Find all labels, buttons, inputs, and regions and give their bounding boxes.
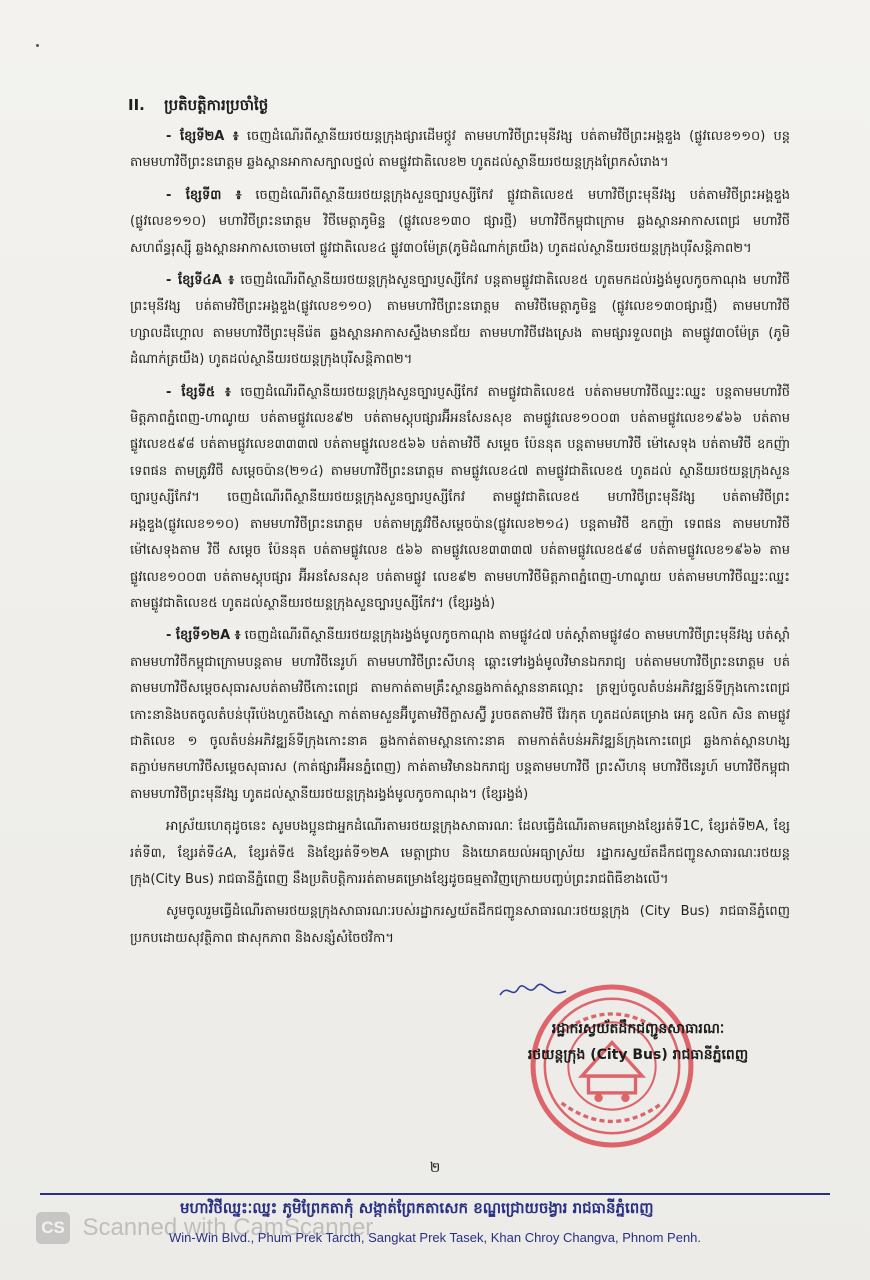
notice-paragraph <box>130 814 790 893</box>
organization-name: រដ្ឋាករស្វយ័តដឹកជញ្ជូនសាធារណៈ <box>551 1021 725 1037</box>
route-paragraph-4a <box>130 268 790 374</box>
route-label: - ខ្សែទី៤A ៖ <box>166 273 235 289</box>
route-description: ចេញដំណើរពីស្ថានីយរថយន្តក្រុងផ្សារដើមថ្កូវ តាមមហាវិថីព្រះមុនីវង្ស បត់តាមវិថីព្រះអង្គឌួង (ផ្លូវលេខ១១០) បន្តតាមមហាវិថីព្រះនរោត្តម ឆ្លងស្ពានអាកាសក្បាលថ្នល់ តាមផ្លូវជាតិលេខ២ ហូតដល់ស្ថានីយរថយន្តក្រុងព្រែកសំរោង។ <box>130 129 791 171</box>
footer-address-khmer: មហាវិថីឈ្នះៈឈ្នះ ភូមិព្រែកតាកុំ សង្កាត់ព្រែកតាសេក ខណ្ឌជ្រោយចង្វារ រាជធានីភ្នំពេញ <box>180 1199 654 1217</box>
page-number: ២ <box>429 1160 441 1176</box>
route-paragraph-12a <box>130 623 790 808</box>
route-label: - ខ្សែទី៥ ៖ <box>166 384 231 400</box>
route-paragraph-2a <box>130 124 790 177</box>
closing-text: សូមចូលរួមធ្វើដំណើរតាមរថយន្តក្រុងសាធារណៈរបស់រដ្ឋាករស្វយ័តដឹកជញ្ជូនសាធារណៈរថយន្តក្រុង (City Bus) រាជធានីភ្នំពេញ ប្រកបដោយសុវត្ថិភាព ផាសុកភាព និងសន្សំសំចៃថវិកា។ <box>130 904 790 946</box>
route-description: ចេញដំណើរពីស្ថានីយរថយន្តក្រុងសួនច្បារប្ញស្សីកែវ ផ្លូវជាតិលេខ៥ មហាវិថីព្រះមុនីវង្ស បត់តាមវិថីព្រះអង្គឌួង (ផ្លូវលេខ១១០) មហាវិថីព្រះនរោត្តម វិថីមេត្តាភូមិន្ទ (ផ្លូវលេខ១៣០ ផ្សារថ្មី) មហាវិថីកម្ពុជាក្រោម ឆ្លងស្ពានអាកាសពេជ្រ មហាវិថីសហព័ន្ធរុស្ស៊ី ឆ្លងស្ពានអាកាសចោមចៅ ផ្លូវជាតិលេខ៤ ផ្លូវ៣០ម៉ែត្រ(ភូមិដំណាក់ត្រយឹង) ហូតដល់ស្ថានីយរថយន្តក្រុងបុរីសន្តិភាព២។ <box>130 187 790 256</box>
closing-paragraph <box>130 899 790 952</box>
route-description: ចេញដំណើរពីស្ថានីយរថយន្តក្រុងរង្វង់មូលកូចកាណុង តាមផ្លូវ៤៧ បត់ស្តាំតាមផ្លូវ៨០ តាមមហាវិថីព្រះមុនីវង្ស បត់ស្តាំតាមមហាវិថីកម្ពុជាក្រោមបន្តតាម មហាវិថីនេរូហ៍ តាមមហាវិថីព្រះសីហនុ ឆ្ពោះទៅរង្វង់មូលវិមានឯករាជ្យ បត់តាមមហាវិថីព្រះនរោត្តម បត់តាមមហាវិថីសម្តេចសុធារសបត់តាមវិថីកោះពេជ្រ តាមកាត់តាមគ្រឹះស្ថានឆ្លងកាត់ស្ពាននាគល្អោះ ត្រឡប់ចូលតំបន់អភិវឌ្ឍន៍ទីក្រុងកោះពេជ្រ កោះនានិងបតចូលតំបន់បុរីប៉េងហួតបឹងស្នោ កាត់តាមសួនអ៊ីបូតាមវិថីក្លាសស្វ៊ី រូបចតតាមវិថី វ៉ែរកុត ហូតដល់គម្រោង អេកូ ឧលិក សិន តាមផ្លូវជាតិលេខ ១ ចូលតំបន់អភិវឌ្ឍន៍ទីក្រុងកោះនាគ ឆ្លងកាត់តាមស្ពានកោះនាគ តាមកាត់តំបន់អភិវឌ្ឍន៍ក្រុងកោះពេជ្រ ឆ្លងកាត់ស្ពានហង្ស តភ្ជាប់មកមហាវិថីសម្តេចសុធារស (កាត់ផ្សារអ៊ីអនភ្នំពេញ) កាត់តាមវិមានឯករាជ្យ បន្តតាមមហាវិថី ព្រះសីហនុ មហាវិថីនេរូហ៍ មហាវិថីកម្ពុជាតាមមហាវិថីព្រះមុនីវង្ស ហូតដល់ស្ថានីយរថយន្តក្រុងរង្វង់មូលកូចកាណុង។ (ខ្សែរង្វង់) <box>130 628 790 802</box>
signature-icon <box>498 981 568 1001</box>
section-heading <box>128 96 268 118</box>
route-label: - ខ្សែទី១២A ៖ <box>166 628 241 644</box>
footer-divider <box>40 1193 830 1195</box>
route-description: ចេញដំណើរពីស្ថានីយរថយន្តក្រុងសួនច្បារប្ញស្សីកែវ តាមផ្លូវជាតិលេខ៥ បត់តាមមហាវិថីឈ្នះៈឈ្នះ បន្តតាមមហាវិថីមិត្តភាពភ្នំពេញ-ហាណូយ បត់តាមផ្លូវលេខ៩២ បត់តាមស្តុបផ្សារអ៊ីអនសែនសុខ តាមផ្លូវលេខ១០០៣ បត់តាមផ្លូវលេខ១៩៦៦ បត់តាមផ្លូវលេខ៥៩៨ បត់តាមផ្លូវលេខ៣៣៣៧ បត់តាមផ្លូវលេខ៥៦៦ បត់តាមវិថី សម្តេច ប៉ែននុត បន្តតាមមហាវិថី ម៉ៅសេទុង បត់តាមវិថី ឧកញ៉ា ទេពផន តាមត្រូវវិថី សម្តេចប៉ាន(២១៤) តាមមហាវិថីព្រះនរោត្តម តាមផ្លូវលេខ៤៧ តាមផ្លូវជាតិលេខ៥ ហូតដល់ ស្ថានីយរថយន្តក្រុងសួនច្បារប្ញស្សីកែវ។ ចេញដំណើរពីស្ថានីយរថយន្តក្រុងសួនច្បារប្ញស្សីកែវ តាមផ្លូវជាតិលេខ៥ មហាវិថីព្រះមុនីវង្ស បត់តាមវិថីព្រះអង្គឌួង(ផ្លូវលេខ១១០) តាមមហាវិថីព្រះនរោត្តម បត់តាមត្រូវវិថីសម្តេចប៉ាន(ផ្លូវលេខ២១៤) បន្តតាមវិថី ឧកញ៉ា ទេពផន តាមមហាវិថី ម៉ៅសេទុងតាម វិថី សម្តេច ប៉ែននុត បត់តាមផ្លូវលេខ ៥៦៦ តាមផ្លូវលេខ៣៣៣៧ បត់តាមផ្លូវលេខ៥៩៨ បត់តាមផ្លូវលេខ១៩៦៦ តាមផ្លូវលេខ១០០៣ បត់តាមស្តុបផ្សារ អ៊ីអនសែនសុខ បត់តាមផ្លូវ លេខ៩២ តាមមហាវិថីមិត្តភាពភ្នំពេញ-ហាណូយ បត់តាមមហាវិថីឈ្នះៈឈ្នះ តាមផ្លូវជាតិលេខ៥ ហូតដល់ស្ថានីយរថយន្តក្រុងសួនច្បារប្ញស្សីកែវ។ (ខ្សែរង្វង់) <box>130 384 790 611</box>
footer-address-english: Win-Win Blvd., Phum Prek Tarcth, Sangkat Prek Tasek, Khan Chroy Changva, Phnom Penh. <box>168 1230 702 1245</box>
section-number: II. <box>128 96 145 114</box>
document-body <box>130 124 790 958</box>
scanner-watermark <box>36 1212 373 1244</box>
route-label: - ខ្សែទី៣ ៖ <box>166 187 242 203</box>
route-description: ចេញដំណើរពីស្ថានីយរថយន្តក្រុងសួនច្បារប្ញស្សីកែវ បន្តតាមផ្លូវជាតិលេខ៥ ហូតមកដល់រង្វង់មូលកូចកាណុង មហាវិថីព្រះមុនីវង្ស បត់តាមវិថីព្រះអង្គឌួង(ផ្លូវលេខ១១០) តាមមហាវិថីព្រះនរោត្តម តាមវិថីមេត្តាភូមិន្ទ (ផ្លូវលេខ១៣០ផ្សារថ្មី) តាមមហាវិថីហ្សាលដឺហ្គោល តាមមហាវិថីព្រះមុនីរ៉េត ឆ្លងស្ពានអាកាសស្ទឹងមានជ័យ តាមមហាវិថីវេងស្រេង តាមផ្សារទួលពង្រ តាមផ្លូវ៣០ម៉ែត្រ (ភូមិដំណាក់ត្រយឹង) ហូតដល់ស្ថានីយរថយន្តក្រុងបុរីសន្តិភាព២។ <box>130 273 790 368</box>
issuing-organization <box>488 1016 788 1068</box>
route-label: - ខ្សែទី២A ៖ <box>166 129 239 144</box>
route-paragraph-3 <box>130 183 790 262</box>
organization-subtitle: រថយន្តក្រុង (City Bus) រាជធានីភ្នំពេញ <box>527 1047 749 1063</box>
section-title: ប្រតិបត្តិការប្រចាំថ្ងៃ <box>164 96 269 114</box>
camscanner-logo-icon: CS <box>36 1212 70 1244</box>
scanner-watermark-text: Scanned with CamScanner <box>82 1214 374 1241</box>
scan-speck <box>36 44 39 47</box>
route-paragraph-5 <box>130 380 790 618</box>
notice-text: អាស្រ័យហេតុដូចនេះ សូមបងប្អូនជាអ្នកដំណើរតាមរថយន្តក្រុងសាធារណៈ ដែលធ្វើដំណើរតាមគម្រោងខ្សែរត់ទី1C, ខ្សែរត់ទី២A, ខ្សែរត់ទី៣, ខ្សែរត់ទី៤A, ខ្សែរត់ទី៥ និងខ្សែរត់ទី១២A មេត្តាជ្រាប និងយោគយល់អធ្យាស្រ័យ រដ្ឋាករស្វយ័តដឹកជញ្ជូនសាធារណៈរថយន្តក្រុង(City Bus) រាជធានីភ្នំពេញ នឹងប្រតិបត្តិការរត់តាមគម្រោងខ្សែដូចធម្មតាវិញក្រោយបញ្ចប់ព្រះរាជពិធីខាងលើ។ <box>130 819 790 887</box>
